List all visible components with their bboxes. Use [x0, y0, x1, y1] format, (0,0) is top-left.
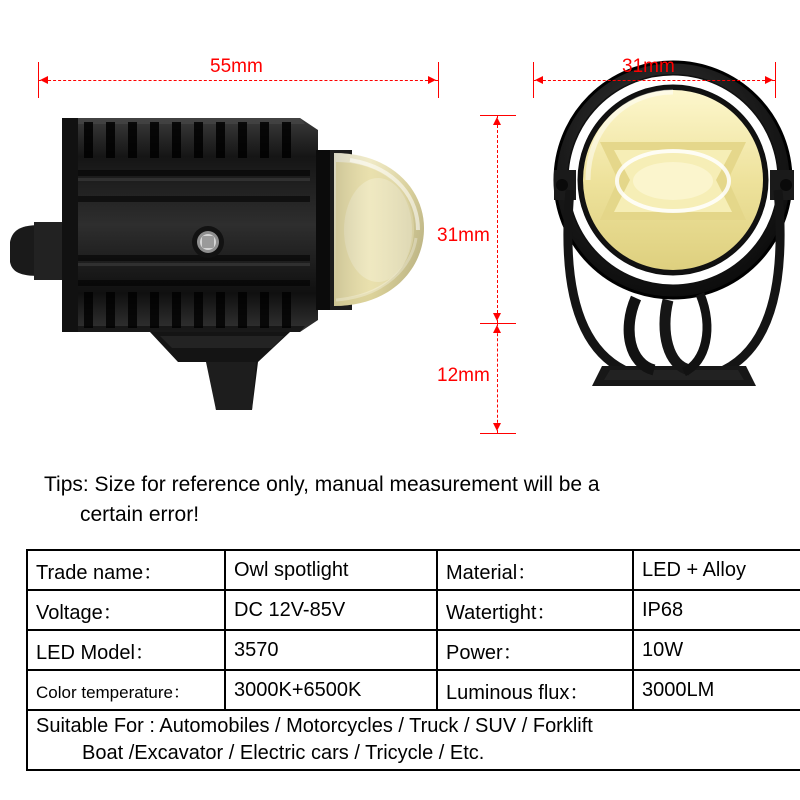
dimension-line-31mm-height: [497, 115, 498, 323]
tips-note: [44, 470, 764, 530]
spec-value-trade-name: Owl spotlight: [225, 550, 437, 590]
spec-key-trade-name: Trade name：: [27, 550, 225, 590]
dimension-arrow-up-31mm-height: [493, 117, 501, 125]
dimension-label-height-31mm: 31mm: [437, 225, 490, 246]
dimension-arrow-right-31mm-width: [765, 76, 773, 84]
dimension-label-width-31mm: 31mm: [622, 56, 675, 77]
spec-key-power: Power：: [437, 630, 633, 670]
dimension-arrow-down-31mm-height: [493, 313, 501, 321]
spec-key-luminous-flux: Luminous flux：: [437, 670, 633, 710]
dimension-arrow-down-12mm: [493, 423, 501, 431]
specification-table: [26, 549, 800, 771]
suitable-line-1: Suitable For : Automobiles / Motorcycles / Truck / SUV / Forklift: [36, 715, 593, 737]
dimension-line-55mm: [38, 80, 438, 81]
dimension-line-31mm-width: [533, 80, 775, 81]
spec-value-color-temperature: 3000K+6500K: [225, 670, 437, 710]
dimension-tick-left-55mm: [38, 62, 39, 98]
dimension-tick-right-31mm-width: [775, 62, 776, 98]
dimension-tick-bottom-31mm-height: [480, 323, 516, 324]
dimension-tick-right-55mm: [438, 62, 439, 98]
dimension-label-bracket-12mm: 12mm: [437, 365, 490, 386]
dimension-arrow-left-31mm-width: [535, 76, 543, 84]
spec-value-luminous-flux: 3000LM: [633, 670, 800, 710]
suitable-line-2: Boat /Excavator / Electric cars / Tricycle / Etc.: [82, 742, 485, 764]
spec-value-led-model: 3570: [225, 630, 437, 670]
dimension-line-12mm: [497, 323, 498, 433]
dimension-arrow-up-12mm: [493, 325, 501, 333]
dimension-tick-left-31mm-width: [533, 62, 534, 98]
dimension-arrow-right-55mm: [428, 76, 436, 84]
spec-key-voltage: Voltage：: [27, 590, 225, 630]
table-row: [27, 710, 800, 770]
spec-key-led-model: LED Model：: [27, 630, 225, 670]
spec-key-material: Material：: [437, 550, 633, 590]
table-row: [27, 630, 800, 670]
dimension-arrow-left-55mm: [40, 76, 48, 84]
spec-value-voltage: DC 12V-85V: [225, 590, 437, 630]
dimension-tick-top-31mm-height: [480, 115, 516, 116]
dimension-tick-bottom-12mm: [480, 433, 516, 434]
spec-value-power: 10W: [633, 630, 800, 670]
spec-key-watertight: Watertight：: [437, 590, 633, 630]
dimension-label-width-55mm: 55mm: [210, 56, 263, 77]
spec-value-material: LED + Alloy: [633, 550, 800, 590]
table-row: [27, 670, 800, 710]
spec-key-color-temperature: Color temperature：: [27, 670, 225, 710]
spec-value-watertight: IP68: [633, 590, 800, 630]
tips-line-2: certain error!: [80, 503, 200, 526]
front-view-illustration: [518, 30, 800, 450]
table-row: [27, 550, 800, 590]
table-row: [27, 590, 800, 630]
tips-line-1: Tips: Size for reference only, manual measurement will be a: [44, 473, 600, 496]
spec-suitable-for: [27, 710, 800, 770]
